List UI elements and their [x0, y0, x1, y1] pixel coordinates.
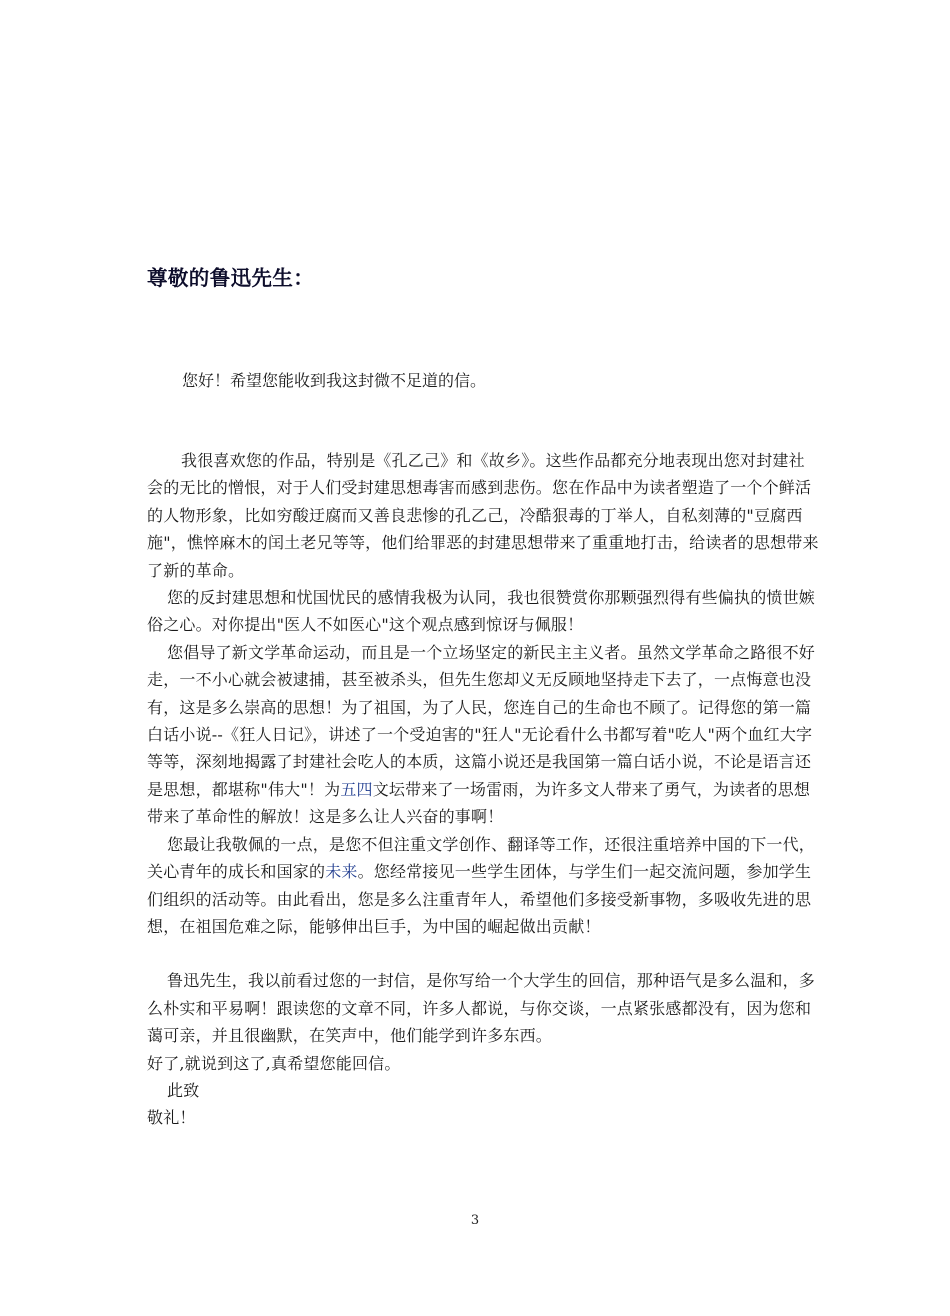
future-link[interactable]: 未来 [325, 862, 358, 882]
paragraph-text: 。您经常接见一些学生团体，与学生们一起交流问题，参加学生们组织的活动等。由此看出，您是多么注重青年人，希望他们多接受新事物，多吸收先进的思想，在祖国危难之际，能够伸出巨手，为中国的崛起做出贡献！ [147, 862, 812, 936]
letter-body [147, 447, 819, 1132]
salutation-heading: 尊敬的鲁迅先生： [147, 266, 315, 290]
may-fourth-link[interactable]: 五四 [340, 779, 373, 799]
closing-salute: 敬礼！ [147, 1108, 196, 1128]
paragraph-youth [147, 831, 819, 941]
paragraph-letter: 鲁迅先生，我以前看过您的一封信，是你写给一个大学生的回信，那种语气是多么温和，多么朴实和平易啊！跟读您的文章不同，许多人都说，与你交谈，一点紧张感都没有，因为您和蔼可亲，并且很幽默，在笑声中，他们能学到许多东西。 [147, 971, 816, 1046]
paragraph-gap [147, 940, 819, 967]
page-number: 3 [470, 1213, 480, 1228]
paragraph-anti-feudal: 您的反封建思想和忧国忧民的感情我极为认同，我也很赞赏你那颗强烈得有些偏执的愤世嫉俗之心。对你提出"医人不如医心"这个观点感到惊讶与佩服！ [147, 588, 816, 635]
paragraph-text: 您最让我敬佩的一点，是您不但注重文学创作、翻译等工作，还很注重培养中国的下一代，关心青年的成长和国家的 [147, 834, 816, 882]
paragraph-text: 文坛带来了一场雷雨，为许多文人带来了勇气，为读者的思想带来了革命性的解放！这是多么让人兴奋的事啊！ [147, 779, 811, 827]
paragraph-new-literature [147, 639, 819, 831]
paragraph-works: 我很喜欢您的作品，特别是《孔乙己》和《故乡》。这些作品都充分地表现出您对封建社会的无比的憎恨，对于人们受封建思想毒害而感到悲伤。您在作品中为读者塑造了一个个鲜活的人物形象，比如穷酸迂腐而又善良悲惨的孔乙己，冷酷狠毒的丁举人，自私刻薄的"豆腐西施"，憔悴麻木的闰土老兄等等，他们给罪恶的封建思想带来了重重地打击，给读者的思想带来了新的革命。 [147, 451, 819, 580]
closing-phrase: 此致 [167, 1080, 200, 1100]
greeting-line: 您好！希望您能收到我这封微不足道的信。 [182, 371, 487, 390]
paragraph-text: 您倡导了新文学革命运动，而且是一个立场坚定的新民主主义者。虽然文学革命之路很不好走，一不小心就会被逮捕，甚至被杀头，但先生您却义无反顾地坚持走下去了，一点悔意也没有，这是多么崇高的思想！为了祖国，为了人民，您连自己的生命也不顾了。记得您的第一篇白话小说--《狂人日记》，讲述了一个受迫害的"狂人"无论看什么书都写着"吃人"两个血红大字等等，深刻地揭露了封建社会吃人的本质，这篇小说还是我国第一篇白话小说，不论是语言还是思想，都堪称"伟大"！为 [147, 642, 816, 799]
paragraph-ending: 好了,就说到这了,真希望您能回信。 [147, 1053, 401, 1073]
